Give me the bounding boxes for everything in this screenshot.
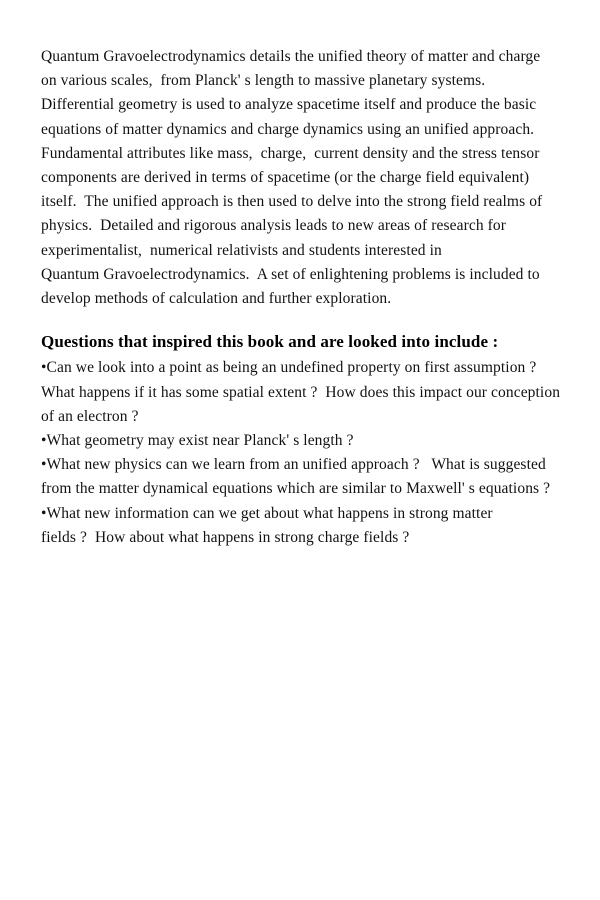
list-item xyxy=(41,356,542,380)
list-item-text: of an electron ? xyxy=(41,407,139,425)
paragraph-line: experimentalist, numerical relativists and students interested in xyxy=(41,241,442,259)
list-item xyxy=(41,405,542,429)
list-item-text: What happens if it has some spatial extent ? How does this impact our conception xyxy=(41,383,561,401)
paragraph-line: develop methods of calculation and further exploration. xyxy=(41,290,392,308)
list-item xyxy=(41,429,542,453)
paragraph-line: itself. The unified approach is then used to delve into the strong field realms of xyxy=(41,193,543,211)
paragraph-line: physics. Detailed and rigorous analysis leads to new areas of research for xyxy=(41,217,507,235)
list-item-text: Can we look into a point as being an undefined property on first assumption ? xyxy=(46,359,537,377)
bullet-icon: • xyxy=(41,456,47,474)
bullet-icon: • xyxy=(41,359,47,377)
bullet-icon: • xyxy=(41,504,47,522)
list-item xyxy=(41,526,542,550)
paragraph-line: Quantum Gravoelectrodynamics details the unified theory of matter and charge xyxy=(41,48,541,65)
paragraph-line: Quantum Gravoelectrodynamics. A set of enlightening problems is included to xyxy=(41,265,540,283)
list-item xyxy=(41,381,561,405)
list-item-text: What geometry may exist near Planck' s length ? xyxy=(46,432,354,450)
section-heading: Questions that inspired this book and are looked into include : xyxy=(41,332,499,352)
bullet-icon: • xyxy=(41,432,47,450)
book-description-paragraph xyxy=(41,45,542,311)
paragraph-line: components are derived in terms of spacetime (or the charge field equivalent) xyxy=(41,169,530,187)
list-item-text: What new information can we get about what happens in strong matter xyxy=(46,504,493,522)
list-item-text: fields ? How about what happens in strong charge fields ? xyxy=(41,528,410,546)
list-item xyxy=(41,477,551,501)
list-item-text: What new physics can we learn from an unified approach ? What is suggested xyxy=(46,456,546,474)
paragraph-line: equations of matter dynamics and charge dynamics using an unified approach. xyxy=(41,120,535,138)
list-item xyxy=(41,453,546,477)
paragraph-line: Fundamental attributes like mass, charge, current density and the stress tensor xyxy=(41,144,540,162)
questions-list xyxy=(41,356,561,550)
paragraph-line: Differential geometry is used to analyze spacetime itself and produce the basic xyxy=(41,96,537,114)
list-item-text: from the matter dynamical equations which are similar to Maxwell' s equations ? xyxy=(41,480,551,498)
list-item xyxy=(41,502,542,526)
paragraph-line: on various scales, from Planck' s length to massive planetary systems. xyxy=(41,72,486,90)
